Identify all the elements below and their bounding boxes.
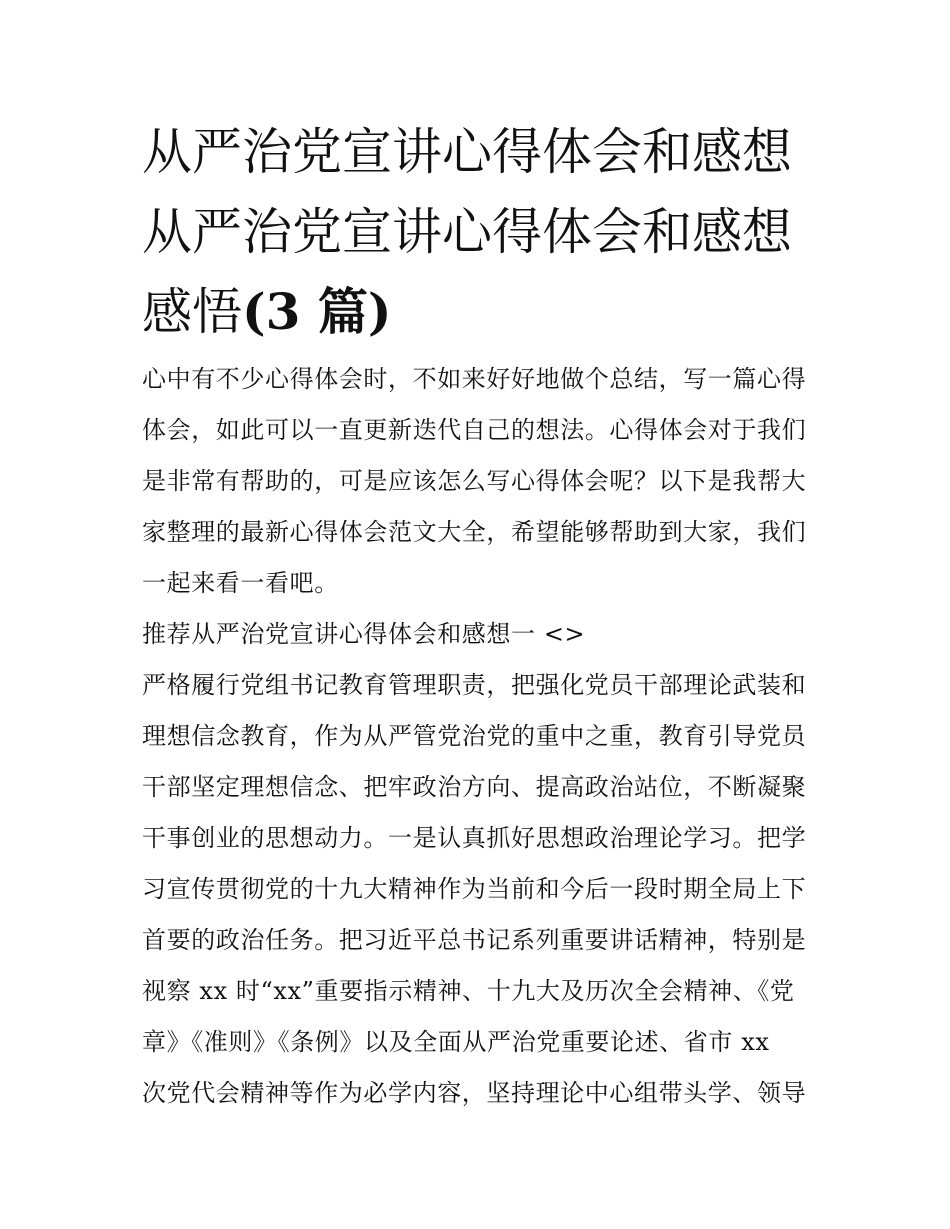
- intro-line-1: 心中有不少心得体会时，不如来好好地做个总结，写一篇心得: [142, 365, 807, 393]
- para-line-1: 严格履行党组书记教育管理职责，把强化党员干部理论武装和: [142, 671, 807, 699]
- title-line-2: 从严治党宣讲心得体会和感想: [142, 203, 792, 261]
- title-line-3-text: 感悟: [142, 283, 242, 341]
- intro-line-5: 一起来看一看吧。: [142, 569, 339, 597]
- para-line-9: 次党代会精神等作为必学内容，坚持理论中心组带头学、领导: [142, 1079, 807, 1107]
- intro-line-2: 体会，如此可以一直更新迭代自己的想法。心得体会对于我们: [142, 416, 807, 444]
- para-line-8: 章》《准则》《条例》以及全面从严治党重要论述、省市 xx: [142, 1028, 770, 1056]
- para-line-2: 理想信念教育，作为从严管党治党的重中之重，教育引导党员: [142, 722, 807, 750]
- intro-line-4: 家整理的最新心得体会范文大全，希望能够帮助到大家，我们: [142, 518, 807, 546]
- title-line-1: 从严治党宣讲心得体会和感想: [142, 123, 792, 181]
- document-body: [142, 354, 822, 1119]
- para-line-6: 首要的政治任务。把习近平总书记系列重要讲话精神，特别是: [142, 926, 807, 954]
- para-line-7: 视察 xx 时“xx”重要指示精神、十九大及历次全会精神、《党: [142, 977, 795, 1005]
- title-line-3: [142, 272, 822, 352]
- recommend-heading: 推荐从严治党宣讲心得体会和感想一 <>: [142, 620, 586, 648]
- title-count: (3 篇): [242, 282, 392, 341]
- para-line-4: 干事创业的思想动力。一是认真抓好思想政治理论学习。把学: [142, 824, 807, 852]
- para-line-3: 干部坚定理想信念、把牢政治方向、提高政治站位，不断凝聚: [142, 773, 807, 801]
- para-line-5: 习宣传贯彻党的十九大精神作为当前和今后一段时期全局上下: [142, 875, 807, 903]
- document-title: [142, 112, 822, 352]
- intro-line-3: 是非常有帮助的，可是应该怎么写心得体会呢？以下是我帮大: [142, 467, 807, 495]
